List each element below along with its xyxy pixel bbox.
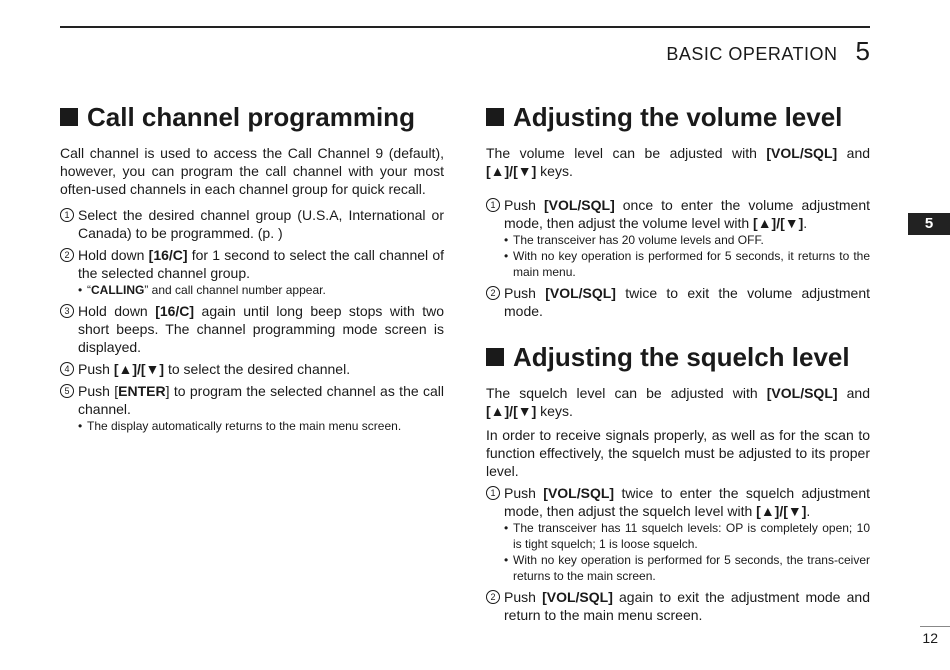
step-number-icon: 1 (60, 208, 74, 222)
step-note: • The display automatically returns to the main menu screen. (78, 419, 402, 433)
step-item (60, 382, 444, 434)
step-number-icon: 2 (60, 248, 74, 262)
chapter-number: 5 (855, 36, 870, 66)
section-intro: The squelch level can be adjusted with [VOL/SQL] and [▲]/[▼] keys. (486, 385, 870, 419)
section-heading: Call channel programming (60, 100, 444, 134)
step-number-icon: 1 (486, 198, 500, 212)
step-number-icon: 2 (486, 590, 500, 604)
step-number-icon: 3 (60, 304, 74, 318)
step-text: Push [VOL/SQL] again to exit the adjustment mode and return to the main menu screen. (504, 589, 870, 623)
step-text: Push [ENTER] to program the selected channel as the call channel. (78, 383, 444, 417)
chapter-side-tab: 5 (908, 213, 950, 235)
squelch-section (486, 340, 870, 624)
step-number-icon: 2 (486, 286, 500, 300)
step-list (486, 196, 870, 320)
step-text: Hold down [16/C] again until long beep stops with two short beeps. The channel programming mode screen is displayed. (78, 303, 444, 355)
square-bullet-icon (486, 348, 504, 366)
step-item (486, 588, 870, 624)
step-item (60, 246, 444, 298)
section-intro: The volume level can be adjusted with [VOL/SQL] and [▲]/[▼] keys. (486, 145, 871, 179)
step-note: • With no key operation is performed for 5 seconds, it returns to the main menu. (504, 249, 870, 279)
step-list (486, 484, 870, 624)
section-heading: Adjusting the squelch level (486, 340, 870, 374)
step-text: Push [VOL/SQL] twice to exit the volume adjustment mode. (504, 285, 870, 319)
volume-section (486, 100, 870, 320)
step-number-icon: 4 (60, 362, 74, 376)
section-paragraph: In order to receive signals properly, as well as for the scan to function effectively, the squelch must be adjusted to its proper level. (486, 427, 870, 479)
step-item (486, 284, 870, 320)
step-item (60, 360, 444, 378)
step-text: Push [▲]/[▼] to select the desired channel. (78, 361, 351, 377)
square-bullet-icon (60, 108, 78, 126)
step-item (486, 484, 870, 584)
chapter-header (666, 36, 870, 67)
adjust-sections (486, 100, 870, 628)
step-number-icon: 5 (60, 384, 74, 398)
step-item (60, 302, 444, 356)
step-item (60, 206, 444, 242)
step-text: Hold down [16/C] for 1 second to select the call channel of the selected channel group. (78, 247, 444, 281)
step-list (60, 206, 444, 434)
step-note: • The transceiver has 20 volume levels and OFF. (504, 233, 764, 247)
section-intro: Call channel is used to access the Call Channel 9 (default), however, you can program the call channel with your most often-used channels in each channel group for quick recall. (60, 145, 444, 197)
step-text: Push [VOL/SQL] once to enter the volume adjustment mode, then adjust the volume level with [▲]/[▼]. (504, 197, 870, 231)
step-note: • The transceiver has 11 squelch levels: OP is completely open; 10 is tight squelch; 1 is loose squelch. (504, 521, 870, 551)
step-item (486, 196, 870, 280)
step-text: Push [VOL/SQL] twice to enter the squelch adjustment mode, then adjust the squelch level with [▲]/[▼]. (504, 485, 870, 519)
section-heading: Adjusting the volume level (486, 100, 870, 134)
step-text: Select the desired channel group (U.S.A, International or Canada) to be programmed. (p. ) (78, 207, 444, 241)
square-bullet-icon (486, 108, 504, 126)
step-note: • With no key operation is performed for 5 seconds, the trans-ceiver returns to the main screen. (504, 553, 870, 583)
page-number: 12 (922, 630, 938, 646)
header-rule (60, 26, 870, 28)
footer-rule (920, 626, 950, 627)
step-note: • “CALLING” and call channel number appear. (78, 283, 326, 297)
step-number-icon: 1 (486, 486, 500, 500)
call-channel-section (60, 100, 444, 438)
chapter-title: BASIC OPERATION (666, 44, 838, 64)
